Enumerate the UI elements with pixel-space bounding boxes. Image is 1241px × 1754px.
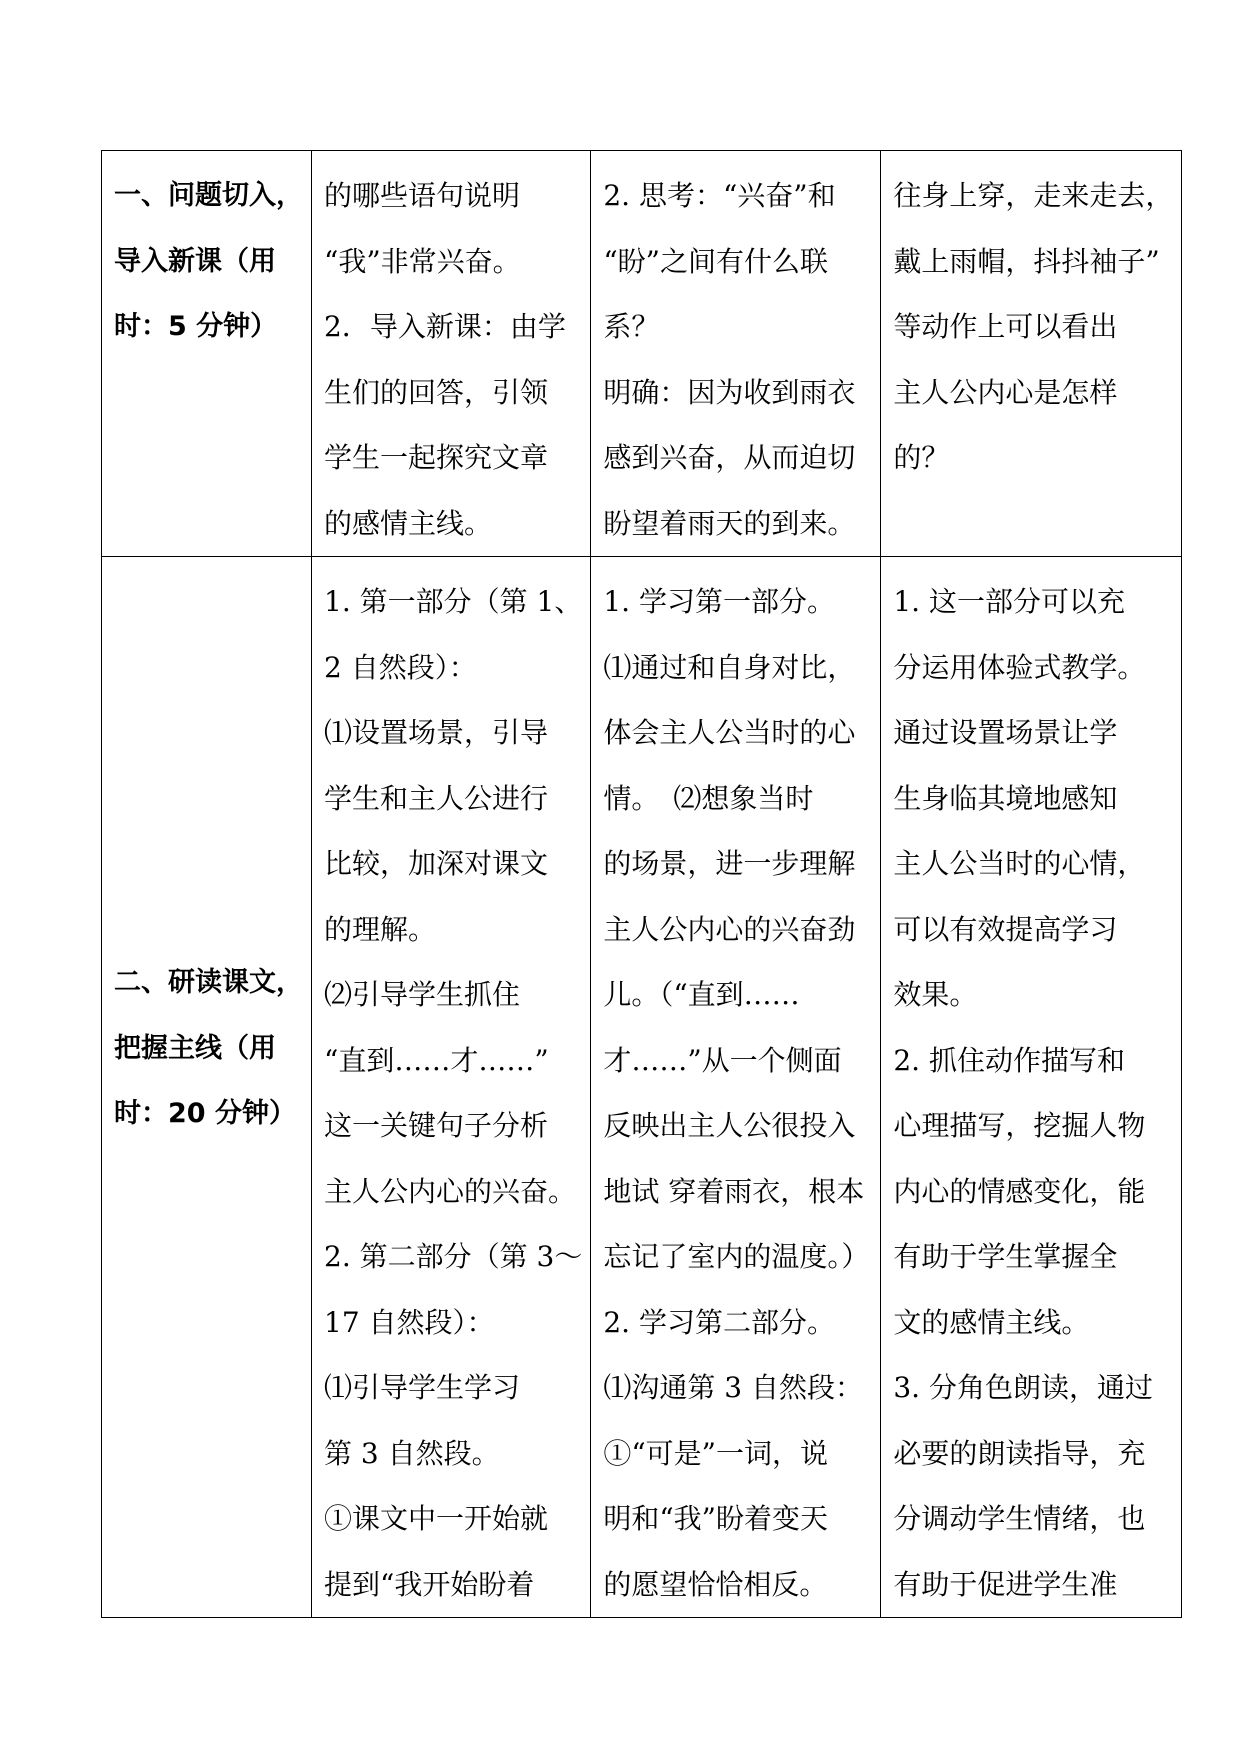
text-line: 1. 学习第一部分。	[603, 585, 835, 618]
design-intent-text	[881, 151, 1181, 491]
text-line: 往身上穿，走来走去，	[893, 179, 1174, 212]
text-line: 学生和主人公进行	[324, 781, 549, 815]
text-line: 生们的回答，引领	[324, 375, 549, 409]
text-line: ①“可是”一词，说	[603, 1436, 828, 1470]
student-activity-text	[591, 151, 880, 556]
stage-cell	[102, 557, 312, 1618]
lesson-plan-table	[101, 150, 1182, 1618]
text-line: “我”非常兴奋。	[324, 244, 521, 278]
text-line: 生身临其境地感知	[893, 781, 1118, 815]
text-line: 主人公内心是怎样	[893, 375, 1118, 409]
student-activity-cell	[591, 151, 881, 557]
text-line: 有助于学生掌握全	[893, 1240, 1118, 1273]
teacher-activity-text	[312, 151, 590, 556]
text-line: 学生一起探究文章	[324, 441, 549, 474]
text-line: 1. 第一部分（第 1、	[324, 585, 583, 618]
text-line: 二、研读课文，	[114, 967, 303, 998]
text-line: 17 自然段）：	[324, 1305, 495, 1339]
table-row	[102, 557, 1182, 1618]
text-line: 儿。（“直到……	[603, 978, 800, 1011]
text-line: ⑴沟通第 3 自然段：	[603, 1371, 863, 1404]
text-line: 的愿望恰恰相反。	[603, 1567, 828, 1601]
text-line: 2 自然段）：	[324, 650, 477, 684]
text-line: 可以有效提高学习	[893, 912, 1118, 946]
stage-label	[102, 557, 311, 1147]
text-line: 一、问题切入，	[114, 180, 303, 211]
text-line: 2．导入新课：由学	[324, 310, 566, 343]
teacher-activity-text	[312, 557, 590, 1617]
text-line: 有助于促进学生准	[893, 1567, 1118, 1601]
text-line: 明确：因为收到雨衣	[603, 375, 856, 409]
text-line: 2. 学习第二部分。	[603, 1305, 835, 1339]
student-activity-text	[591, 557, 880, 1617]
text-line: 体会主人公当时的心	[603, 716, 856, 749]
text-line: ⑴通过和自身对比，	[603, 650, 856, 684]
text-line: 效果。	[893, 978, 978, 1011]
stage-cell	[102, 151, 312, 557]
design-intent-cell	[881, 557, 1182, 1618]
design-intent-cell	[881, 151, 1182, 557]
text-line: 反映出主人公很投入	[603, 1109, 856, 1142]
text-line: 情。 ⑵想象当时	[603, 781, 814, 815]
text-line: 时：5 分钟）	[114, 311, 278, 342]
text-line: 时：20 分钟）	[114, 1098, 296, 1129]
text-line: ⑵引导学生抓住	[324, 978, 521, 1011]
teacher-activity-cell	[312, 557, 591, 1618]
text-line: 明和“我”盼着变天	[603, 1502, 828, 1535]
teacher-activity-cell	[312, 151, 591, 557]
text-line: ①课文中一开始就	[324, 1502, 549, 1535]
text-line: 第 3 自然段。	[324, 1436, 500, 1470]
text-line: 等动作上可以看出	[893, 310, 1118, 343]
text-line: 系？	[603, 310, 660, 343]
text-line: 感到兴奋，从而迫切	[603, 441, 856, 474]
text-line: 戴上雨帽，抖抖袖子”	[893, 244, 1160, 278]
text-line: 忘记了室内的温度。）	[603, 1240, 870, 1273]
text-line: ⑴引导学生学习	[324, 1371, 521, 1404]
text-line: 导入新课（用	[114, 245, 276, 277]
text-line: 盼望着雨天的到来。	[603, 506, 856, 540]
text-line: 2. 思考：“兴奋”和	[603, 179, 836, 212]
design-intent-text	[881, 557, 1181, 1617]
text-line: 比较，加深对课文	[324, 847, 549, 880]
text-line: 1. 这一部分可以充	[893, 585, 1125, 618]
text-line: “直到……才……”	[324, 1043, 549, 1077]
text-line: 必要的朗读指导，充	[893, 1436, 1146, 1470]
text-line: 的？	[893, 441, 950, 474]
stage-label	[102, 151, 311, 360]
text-line: 心理描写，挖掘人物	[893, 1109, 1146, 1142]
text-line: 提到“我开始盼着	[324, 1567, 535, 1601]
student-activity-cell	[591, 557, 881, 1618]
text-line: 的哪些语句说明	[324, 179, 521, 212]
text-line: 主人公内心的兴奋劲	[603, 912, 856, 946]
text-line: 的理解。	[324, 912, 437, 946]
text-line: 主人公当时的心情，	[893, 847, 1146, 880]
text-line: 通过设置场景让学	[893, 716, 1118, 749]
text-line: 地试 穿着雨衣，根本	[603, 1174, 865, 1208]
text-line: 才……”从一个侧面	[603, 1043, 842, 1077]
text-line: 主人公内心的兴奋。	[324, 1174, 577, 1208]
text-line: 的场景，进一步理解	[603, 847, 856, 880]
text-line: 分调动学生情绪，也	[893, 1502, 1146, 1535]
text-line: 3. 分角色朗读，通过	[893, 1371, 1153, 1404]
text-line: 内心的情感变化，能	[893, 1174, 1146, 1208]
text-line: 的感情主线。	[324, 506, 493, 540]
text-line: 2. 抓住动作描写和	[893, 1043, 1125, 1077]
text-line: 分运用体验式教学。	[893, 650, 1146, 684]
text-line: 2. 第二部分（第 3～	[324, 1240, 583, 1273]
text-line: “盼”之间有什么联	[603, 244, 828, 278]
text-line: 文的感情主线。	[893, 1305, 1090, 1339]
text-line: ⑴设置场景，引导	[324, 716, 549, 749]
text-line: 这一关键句子分析	[324, 1109, 549, 1142]
text-line: 把握主线（用	[114, 1032, 276, 1064]
table-row	[102, 151, 1182, 557]
